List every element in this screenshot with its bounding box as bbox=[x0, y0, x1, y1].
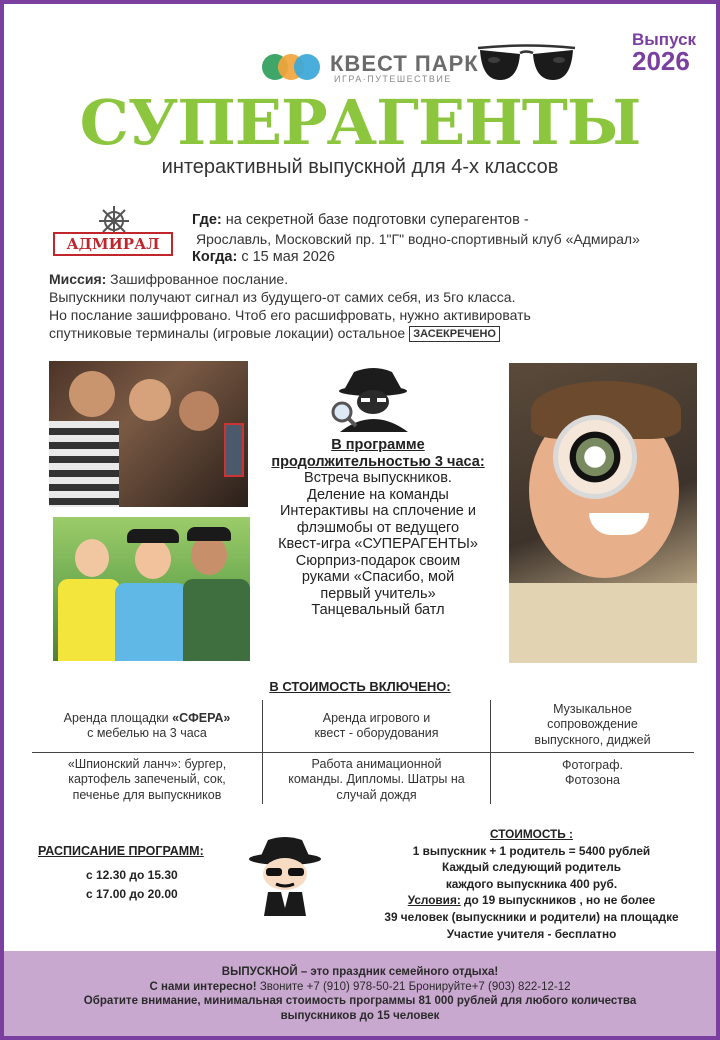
footer-line-2 bbox=[4, 980, 716, 995]
program-item: Встреча выпускников. bbox=[304, 470, 452, 486]
photo-kids-with-tablet bbox=[49, 361, 248, 507]
kvest-park-logo-text: КВЕСТ ПАРК bbox=[330, 51, 479, 76]
program-item: Сюрприз-подарок своим bbox=[295, 552, 461, 569]
footer-slogan: С нами интересно! bbox=[149, 980, 257, 993]
kvest-park-logo-subtitle: ИГРА·ПУТЕШЕСТВИЕ bbox=[334, 74, 452, 84]
program-item: флэшмобы от ведущего bbox=[296, 519, 460, 536]
program-block bbox=[242, 437, 514, 619]
cost-line: 1 выпускник + 1 родитель = 5400 рублей bbox=[412, 843, 651, 858]
mission-block bbox=[49, 270, 531, 342]
footer-band bbox=[4, 951, 716, 1040]
included-cell-photo: Фотограф. Фотозона bbox=[562, 757, 623, 787]
schedule-title: РАСПИСАНИЕ ПРОГРАММ: bbox=[38, 844, 204, 858]
conditions-text: до 19 выпускников , но не более bbox=[460, 893, 656, 908]
mission-label: Миссия: bbox=[49, 271, 107, 287]
program-list bbox=[242, 470, 514, 619]
program-item: руками «Спасибо, мой bbox=[301, 569, 455, 585]
program-item: первый учитель» bbox=[320, 585, 436, 602]
mission-line-2: Выпускники получают сигнал из будущего-от самих себя, из 5го класса. bbox=[49, 289, 516, 305]
footer-text bbox=[4, 965, 716, 1023]
program-item: Танцевальный батл bbox=[311, 602, 445, 618]
included-table bbox=[32, 698, 694, 810]
program-item: Квест-игра «СУПЕРАГЕНТЫ» bbox=[278, 536, 478, 552]
table-divider bbox=[32, 752, 694, 753]
included-cell-music: Музыкальное сопровождение выпускного, диджей bbox=[534, 701, 651, 747]
schedule-slot-1: с 12.30 до 15.30 bbox=[86, 868, 178, 882]
included-cell-equipment: Аренда игрового и квест - оборудования bbox=[314, 710, 439, 740]
program-heading bbox=[242, 437, 514, 470]
footer-line-3: Обратите внимание, минимальная стоимость программы 81 000 рублей для любого количества bbox=[83, 995, 637, 1007]
where-label: Где: bbox=[192, 212, 222, 228]
photo-kids-spies bbox=[53, 517, 250, 661]
where-line bbox=[192, 212, 529, 228]
address: Ярославль, Московский пр. 1"Г" водно-спортивный клуб «Адмирал» bbox=[196, 231, 640, 247]
cost-line: Каждый следующий родитель bbox=[442, 860, 621, 875]
issue-year: 2026 bbox=[632, 46, 690, 76]
mission-line-4: спутниковые терминалы (игровые локации) остальное bbox=[49, 325, 406, 341]
schedule-slot-2: с 17.00 до 20.00 bbox=[86, 887, 178, 901]
conditions-label: Условия: bbox=[407, 893, 461, 908]
included-cell-lunch: «Шпионский ланч»: бургер, картофель запеченый, сок, печенье для выпускников bbox=[67, 756, 227, 802]
admiral-logo-box bbox=[53, 232, 173, 256]
where-value: на секретной базе подготовки суперагентов - bbox=[225, 212, 529, 228]
footer-line-4: выпускников до 15 человек bbox=[280, 1009, 440, 1022]
included-title: В СТОИМОСТЬ ВКЛЮЧЕНО: bbox=[269, 679, 451, 694]
program-item: Интерактивы на сплочение и bbox=[280, 503, 476, 519]
footer-line-1: ВЫПУСКНОЙ – это праздник семейного отдыха! bbox=[221, 966, 499, 978]
when-value: с 15 мая 2026 bbox=[241, 249, 335, 265]
kvest-park-logo-circles bbox=[262, 54, 320, 80]
spy-mascot-icon bbox=[246, 834, 324, 916]
mission-line-1: Зашифрованное послание. bbox=[110, 271, 289, 287]
program-heading-line-2: продолжительностью 3 часа: bbox=[271, 453, 485, 470]
cost-block bbox=[334, 826, 720, 942]
issue-label: Выпуск bbox=[632, 30, 697, 49]
spy-magnifier-icon bbox=[326, 360, 421, 432]
classified-stamp: ЗАСЕКРЕЧЕНО bbox=[409, 326, 500, 342]
program-heading-line-1: В программе bbox=[331, 437, 425, 453]
cost-title: СТОИМОСТЬ : bbox=[490, 827, 573, 841]
admiral-logo-text: АДМИРАЛ bbox=[66, 235, 160, 253]
included-cell-animation: Работа анимационной команды. Дипломы. Шатры на случай дождя bbox=[288, 756, 465, 802]
subtitle: интерактивный выпускной для 4-х классов bbox=[161, 156, 559, 178]
admiral-logo bbox=[51, 204, 179, 262]
footer-phones: Звоните +7 (910) 978-50-21 Бронируйте+7 (903) 822-12-12 bbox=[256, 980, 571, 993]
mission-line-3: Но послание зашифровано. Чтоб его расшифровать, нужно активировать bbox=[49, 307, 531, 323]
cost-line: Участие учителя - бесплатно bbox=[446, 926, 617, 941]
program-item: Деление на команды bbox=[307, 486, 449, 503]
when-label: Когда: bbox=[192, 249, 238, 265]
when-line bbox=[192, 249, 335, 265]
sunglasses-icon bbox=[474, 42, 579, 84]
cost-line: 39 человек (выпускники и родители) на площадке bbox=[384, 909, 679, 924]
photo-boy-magnifier bbox=[509, 363, 697, 663]
cost-line: каждого выпускника 400 руб. bbox=[445, 876, 618, 891]
cost-conditions bbox=[334, 892, 720, 909]
main-title: СУПЕРАГЕНТЫ bbox=[79, 86, 641, 159]
included-cell-venue: Аренда площадки «СФЕРА» с мебелью на 3 часа bbox=[63, 710, 231, 740]
